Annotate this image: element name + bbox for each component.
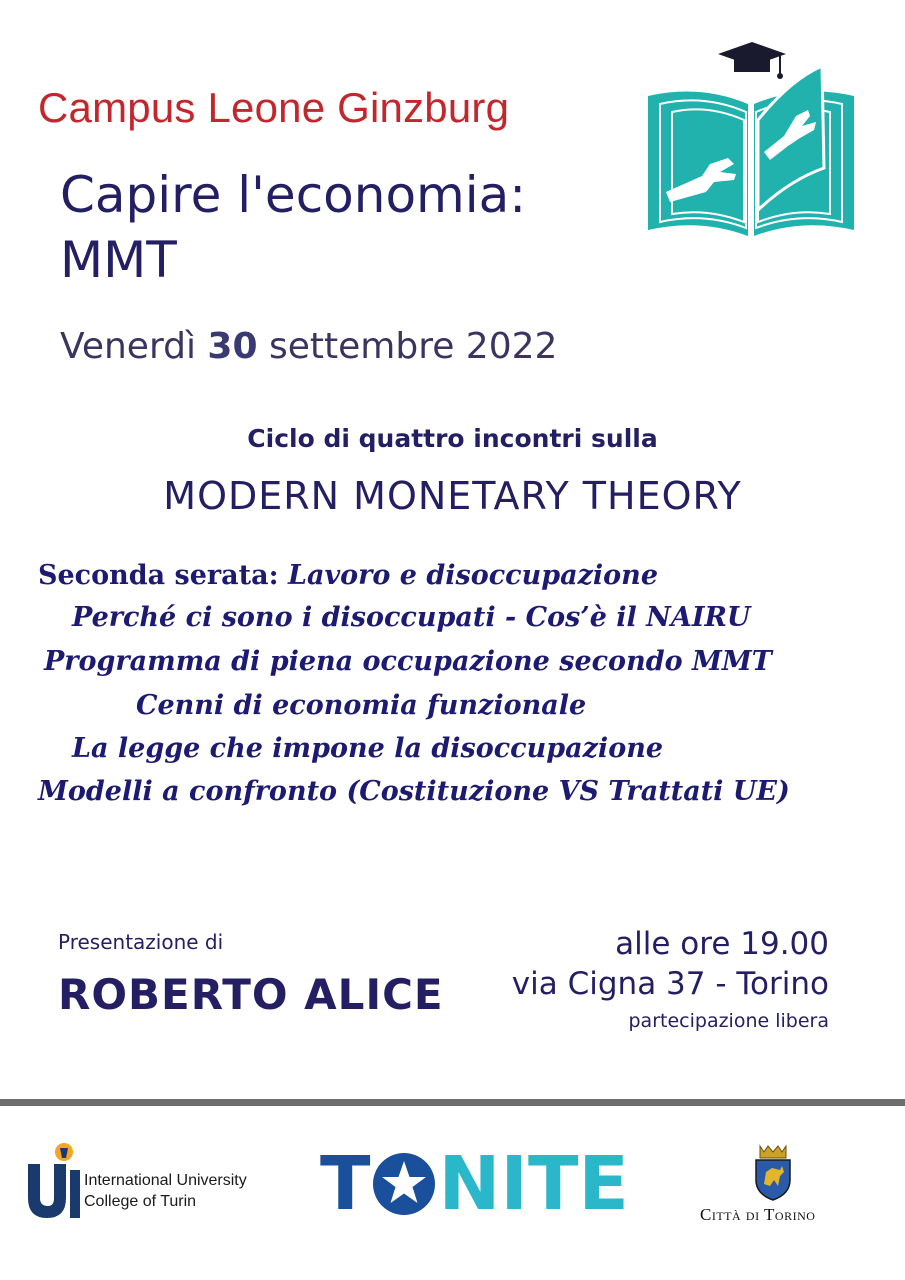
presenter-label: Presentazione di xyxy=(58,930,224,954)
campus-name: Campus Leone Ginzburg xyxy=(38,84,510,131)
event-title-line1: Capire l'economia: xyxy=(60,166,527,224)
series-name: MODERN MONETARY THEORY xyxy=(163,474,742,518)
event-date xyxy=(60,326,557,367)
program-lead-topic: Lavoro e disoccupazione xyxy=(287,560,658,591)
footer-divider xyxy=(0,1099,905,1106)
date-month-year: settembre 2022 xyxy=(268,326,558,367)
open-book-graduation-cap-icon xyxy=(640,40,862,240)
presenter-name: ROBERTO ALICE xyxy=(58,970,444,1019)
program-item: Programma di piena occupazione secondo MMT xyxy=(44,646,772,677)
event-title-line2: MMT xyxy=(60,231,177,289)
star-icon xyxy=(372,1152,436,1216)
university-name-line1: International University xyxy=(84,1172,247,1189)
series-intro: Ciclo di quattro incontri sulla xyxy=(247,424,658,453)
city-name: Città di Torino xyxy=(700,1205,816,1224)
event-time: alle ore 19.00 xyxy=(615,926,829,962)
university-name-line2: College of Turin xyxy=(84,1193,197,1210)
program-item: Perché ci sono i disoccupati - Cos’è il NAIRU xyxy=(72,602,751,633)
date-day: Venerdì xyxy=(60,326,196,367)
program-lead-label: Seconda serata: xyxy=(38,560,279,591)
tonite-logo xyxy=(320,1141,629,1227)
program-item: Cenni di economia funzionale xyxy=(136,690,587,721)
program-lead xyxy=(38,560,658,591)
tonite-logo-t: T xyxy=(320,1141,371,1227)
event-address: via Cigna 37 - Torino xyxy=(511,966,829,1002)
bull-crest-icon xyxy=(752,1142,794,1202)
program-item: La legge che impone la disoccupazione xyxy=(72,733,664,764)
ui-monogram-icon xyxy=(24,1140,84,1220)
date-number: 30 xyxy=(207,326,258,367)
event-access: partecipazione libera xyxy=(628,1010,829,1032)
program-item: Modelli a confronto (Costituzione VS Trattati UE) xyxy=(38,776,790,807)
tonite-logo-nite: NITE xyxy=(438,1141,629,1227)
